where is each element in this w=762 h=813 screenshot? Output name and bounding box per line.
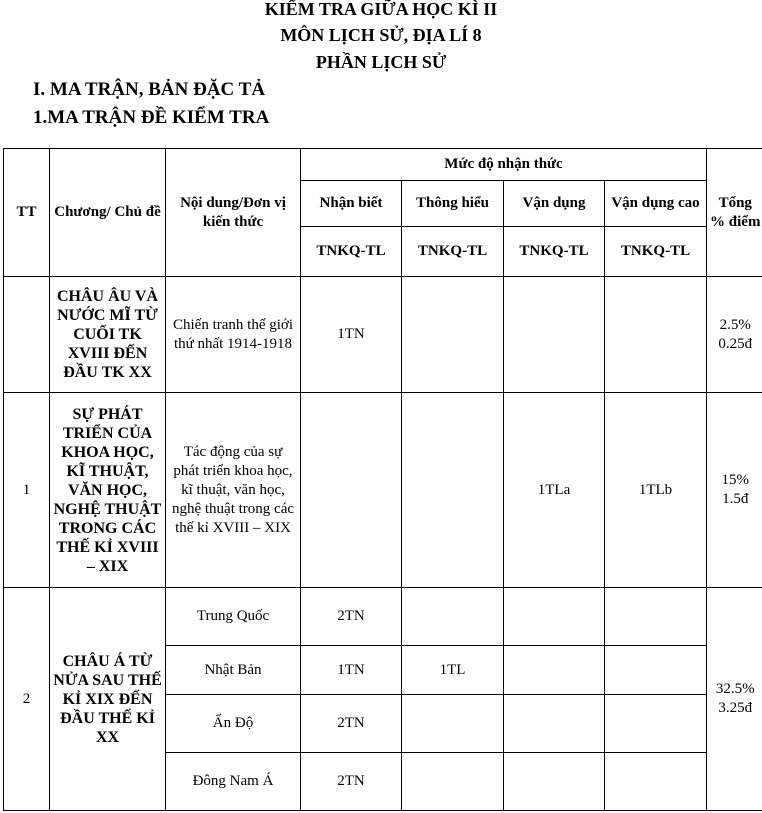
header-format: TNKQ-TL xyxy=(605,227,707,277)
part-title: PHẦN LỊCH SỬ xyxy=(315,52,447,72)
header-row xyxy=(4,149,762,181)
row-level-high-application xyxy=(605,753,707,811)
row-chapter: SỰ PHÁT TRIỂN CỦA KHOA HỌC, KĨ THUẬT, VĂN HỌC, NGHỆ THUẬT TRONG CÁC THẾ KỈ XVIII – XIX xyxy=(50,393,166,588)
row-tt: 2 xyxy=(4,588,50,811)
row-content: Ấn Độ xyxy=(166,695,301,753)
header-format: TNKQ-TL xyxy=(402,227,504,277)
row-chapter: CHÂU ÂU VÀ NƯỚC MĨ TỪ CUỐI TK XVIII ĐẾN ĐẦU TK XX xyxy=(50,277,166,393)
header-level-recognition: Nhận biết xyxy=(301,181,402,227)
row-chapter: CHÂU Á TỪ NỬA SAU THẾ KỈ XIX ĐẾN ĐẦU THẾ KỈ XX xyxy=(50,588,166,811)
header-chapter: Chương/ Chủ đề xyxy=(50,149,166,277)
header-content: Nội dung/Đơn vị kiến thức xyxy=(166,149,301,277)
header-cognitive-level: Mức độ nhận thức xyxy=(301,149,707,181)
row-level-recognition: 2TN xyxy=(301,695,402,753)
row-level-recognition: 1TN xyxy=(301,646,402,695)
row-content: Đông Nam Á xyxy=(166,753,301,811)
row-level-comprehension: 1TL xyxy=(402,646,504,695)
row-total-percent: 2.5% xyxy=(719,316,751,333)
row-total-percent: 15% xyxy=(721,472,749,488)
row-level-high-application xyxy=(605,695,707,753)
row-level-comprehension xyxy=(402,695,504,753)
row-level-application xyxy=(504,753,605,811)
row-tt: 1 xyxy=(4,393,50,588)
row-level-recognition: 1TN xyxy=(301,277,402,393)
row-level-comprehension xyxy=(402,753,504,811)
subject-title: MÔN LỊCH SỬ, ĐỊA LÍ 8 xyxy=(280,25,482,45)
row-level-application xyxy=(504,646,605,695)
row-level-comprehension xyxy=(402,588,504,646)
table-row xyxy=(4,393,762,588)
header-level-high-application: Vận dụng cao xyxy=(605,181,707,227)
row-total xyxy=(707,277,762,393)
table-row xyxy=(4,588,762,646)
header-total: Tổng % điểm xyxy=(707,149,762,277)
header-level-comprehension: Thông hiểu xyxy=(402,181,504,227)
row-level-high-application xyxy=(605,646,707,695)
row-total-percent: 32.5% xyxy=(715,681,755,697)
row-content: Trung Quốc xyxy=(166,588,301,646)
row-level-application xyxy=(504,695,605,753)
section-heading: I. MA TRẬN, BẢN ĐẶC TẢ xyxy=(33,79,266,100)
row-level-application xyxy=(504,277,605,393)
row-total xyxy=(707,393,762,588)
row-level-high-application xyxy=(605,588,707,646)
header-format: TNKQ-TL xyxy=(301,227,402,277)
row-total-points: 0.25đ xyxy=(718,335,753,352)
row-level-high-application xyxy=(605,277,707,393)
row-content: Nhật Bản xyxy=(166,646,301,695)
header-level-application: Vận dụng xyxy=(504,181,605,227)
subsection-heading: 1.MA TRẬN ĐỀ KIỂM TRA xyxy=(33,107,270,128)
row-level-high-application: 1TLb xyxy=(605,393,707,588)
header-tt: TT xyxy=(4,149,50,277)
row-level-recognition: 2TN xyxy=(301,588,402,646)
row-content: Chiến tranh thế giới thứ nhất 1914-1918 xyxy=(166,277,301,393)
exam-matrix-table xyxy=(3,148,762,811)
row-level-recognition xyxy=(301,393,402,588)
header-format: TNKQ-TL xyxy=(504,227,605,277)
row-level-recognition: 2TN xyxy=(301,753,402,811)
row-tt xyxy=(4,277,50,393)
row-level-application xyxy=(504,588,605,646)
row-total xyxy=(707,588,762,811)
row-level-comprehension xyxy=(402,277,504,393)
table-row xyxy=(4,277,762,393)
row-level-comprehension xyxy=(402,393,504,588)
row-total-points: 1.5đ xyxy=(722,491,749,507)
row-content: Tác động của sự phát triển khoa học, kĩ thuật, văn học, nghệ thuật trong các thế kỉ XVIII – XIX xyxy=(166,393,301,588)
row-total-points: 3.25đ xyxy=(718,700,753,716)
document-title: KIỂM TRA GIỮA HỌC KÌ II xyxy=(264,0,498,19)
row-level-application: 1TLa xyxy=(504,393,605,588)
